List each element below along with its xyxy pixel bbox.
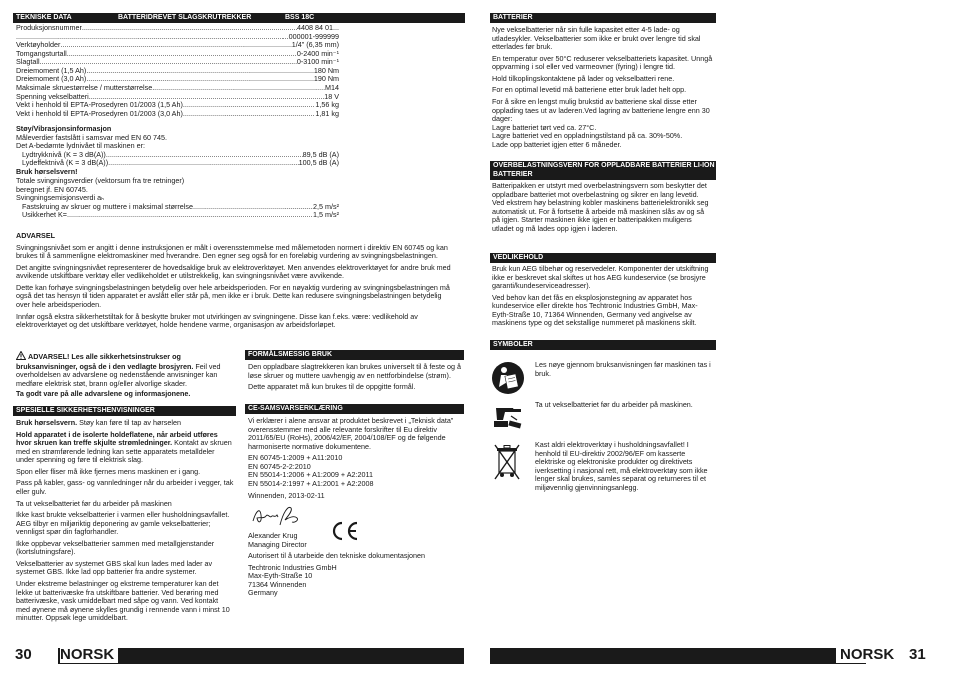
noise-intro-1: Måleverdier fastslått i samsvar med EN 60 745. (16, 132, 167, 142)
batterier-header: BATTERIER (490, 13, 716, 23)
tech-data-row-label: Maksimale skruestørrelse / mutterstørrelse (16, 83, 153, 92)
tech-data-row-value: 1/4" (6,35 mm) (291, 41, 339, 50)
tech-data-row-value: 1,56 kg (315, 101, 339, 110)
noise-row-value: 89,5 dB (A) (302, 150, 339, 159)
ce-company-line: Germany (248, 588, 278, 598)
noise-section (16, 125, 339, 176)
ce-title: Managing Director (248, 539, 307, 549)
batterier-paragraph: For å sikre en lengst mulig brukstid av batteriene skal disse etter opplading taes ut av laderen.Ved lagring av batteriene lengre enn 30 dager: Lagre batteriet tørt ved ca. 27°C. Lagre batteriet ved en oppladningstilstand på ca. 30%-50%. Lade opp batteriet igjen etter 6 måneder. (492, 96, 710, 149)
ce-paragraph: Vi erklærer i alene ansvar at produktet beskrevet i „Teknisk data" overensstemmer med alle relevante forskrifter til Eu direktiv 2011/65/EU (RoHs), 2006/42/EF, 2004/108/EF og de følgende harmoniserte normative dokumentene. (248, 416, 454, 451)
ce-norm: EN 55014-2:1997 + A1:2001 + A2:2008 (248, 478, 374, 488)
tech-data-row-label: Vekt i henhold til EPTA-Prosedyren 01/2003 (3,0 Ah) (16, 109, 183, 118)
advarsel-paragraph: Svingningsnivået som er angitt i denne instruksjonen er målt i overensstemmelse med målemetoden normert i direktiv EN 60745 og kan brukes til å sammenligne elektromaskiner med hverandre. Den egner seg også for en foreløbig vurdering av svingningsbelastningen. (16, 242, 448, 261)
dot-leader (152, 84, 325, 93)
vedlikehold-section (492, 265, 714, 331)
read-manual-icon (491, 361, 525, 398)
vedlikehold-paragraph: Ved behov kan det fås en eksplosjonstegning av apparatet hos kundeservice eller direkte hos Techtronic Industries GmbH, Max-Eyth-Straße 10, 71364 Winnenden, Germany ved angivelse av maskinens type og det sekstallige nummeret på maskinens skilt. (492, 292, 698, 328)
spesielle-text: Kontakt av skruen med en strømførende ledning kan sette apparatets metalldeler under spenning og føre til elektrisk slag. (16, 438, 232, 465)
tech-data-row-value: 0-2400 min⁻¹ (296, 49, 339, 58)
spesielle-section (16, 419, 234, 626)
noise-row-label: Lydeffektnivå (K = 3 dB(A)) (22, 159, 109, 168)
tech-data-row-value: 4408 84 01... (297, 24, 339, 32)
tech-data-header (13, 13, 465, 23)
dot-leader (89, 93, 324, 102)
dot-leader (40, 58, 297, 67)
vibration-row-value: 2,5 m/s² (313, 202, 339, 211)
tech-data-row-label: Vekt i henhold til EPTA-Prosedyren 01/2003 (1,5 Ah) (16, 101, 183, 110)
vibration-intro-3: Svingningsemisjonsverdi aₕ (16, 193, 105, 203)
batterier-paragraph: Hold tilkoplingskontaktene på lader og vekselbatteri rene. (492, 73, 675, 83)
symbol-row (491, 358, 711, 398)
formal-paragraph: Den oppladbare slagtrekkeren kan brukes universelt til å feste og å løse skruer og muttere uavhengig av en nettforbindelse (strøm). (248, 362, 461, 380)
dot-leader (82, 24, 297, 33)
tech-data-row (16, 101, 339, 110)
page-number: 30 (15, 646, 32, 663)
tech-data-row-label: Verktøyholder (16, 41, 61, 50)
ce-company-line: Techtronic Industries GmbH (248, 562, 337, 572)
footer-language: NORSK (836, 645, 898, 665)
dot-leader (106, 151, 303, 160)
batterier-paragraph: En temperatur over 50°C reduserer vekselbatteriets kapasitet. Unngå oppvarming i sol eller ved varmeovner (fyring) i lengre tid. (492, 53, 713, 72)
spesielle-paragraph: Ikke kast brukte vekselbatterier i varmen eller husholdningsavfallet. AEG tilbyr en miljøriktig deponering av gamle vekselbatterier; vennligst spør din fagforhandler. (16, 510, 230, 537)
remove-battery-icon (491, 400, 527, 433)
symboler-header: SYMBOLER (490, 340, 716, 350)
advarsel-section (16, 232, 454, 333)
tech-data-row-label: Spenning vekselbatteri (16, 92, 89, 101)
vedlikehold-header: VEDLIKEHOLD (490, 253, 716, 263)
tech-data-row (16, 24, 339, 33)
batterier-paragraph: Nye vekselbatterier når sin fulle kapasitet etter 4-5 lade- og utladesykler. Vekselbatterier som ikke er brukt over lengre tid skal etterlades før bruk. (492, 25, 701, 52)
warning-text: Feil ved overholdelsen av advarslene og nedenstående anvisninger kan medføre elektrisk støt, brann og/eller alvorlige skader. (16, 361, 221, 388)
symbol-text: Les nøye gjennom bruksanvisningen før maskinen tas i bruk. (535, 360, 711, 378)
dot-leader (60, 41, 291, 50)
tech-data-row-label: Tomgangsturtall (16, 49, 67, 58)
dot-leader (193, 203, 313, 212)
symbol-row (491, 398, 711, 434)
spesielle-paragraph: Under ekstreme belastninger og ekstreme temperaturer kan det lekke ut batterivæske fra utskiftbare batterier. Ved berøring med batterivæske, vask umiddelbart med såpe og vann. Ved kontakt med øynene må øynene skylles grundig i rennende vann i minst 10 minutter. Oppsøk lege umiddelbart. (16, 579, 230, 623)
weee-bin-icon (491, 442, 523, 485)
tech-data-model: BSS 18C (285, 14, 315, 21)
vibration-intro-2: beregnet jf. EN 60745. (16, 184, 88, 194)
warning-keep-text: Ta godt vare på alle advarslene og informasjonene. (16, 389, 191, 399)
tech-data-row-value: 180 Nm (313, 66, 339, 75)
dot-leader (183, 101, 316, 110)
ce-norm: EN 55014-1:2006 + A1:2009 + A2:2011 (248, 470, 373, 480)
tech-data-row-value: 18 V (324, 92, 339, 101)
tech-data-row (16, 110, 339, 119)
vibration-row-value: 1,5 m/s² (313, 211, 339, 220)
spesielle-paragraph: Spon eller fliser må ikke fjernes mens maskinen er i gang. (16, 466, 201, 476)
ce-authorisation: Autorisert til å utarbeide den tekniske dokumentasjonen (248, 551, 425, 561)
dot-leader (16, 33, 283, 42)
noise-row-label: Lydtrykknivå (K = 3 dB(A)) (22, 150, 106, 159)
tech-data-row (16, 41, 339, 50)
dot-leader (67, 50, 297, 59)
ce-place-date: Winnenden, 2013-02-11 (248, 491, 325, 500)
tech-data-row-label: Dreiemoment (1,5 Ah) (16, 66, 87, 75)
advarsel-paragraph: Det angitte svingningsnivået representerer de hovedsaklige bruk av elektroverktøyet. Men anvendes elektroverktøyet for andre bruk med avvikende utskiftbare verktøy eller vedlikeholdet er utilstrekkelig, kan svingningsnivået være avvikende. (16, 262, 451, 281)
batterier-paragraph: For en optimal levetid må batteriene etter bruk ladet helt opp. (492, 85, 687, 95)
dot-leader (183, 110, 316, 119)
hearing-protection-note: Bruk hørselsvern! (16, 166, 78, 176)
ce-norm: EN 60745-2-2:2010 (248, 461, 311, 471)
tech-data-row-value: 190 Nm (313, 75, 339, 84)
ce-company-line: 71364 Winnenden (248, 579, 307, 589)
tech-data-row-value: 1,81 kg (315, 109, 339, 118)
tech-data-subtitle: BATTERIDREVET SLAGSKRUTREKKER (118, 14, 252, 21)
symbol-text: Kast aldri elektroverktøy i husholdningsavfallet! I henhold til EU-direktiv 2002/96/EF om kasserte elektriske og elektroniske produkter og direktivets iverksetting i nasjonal rett, må elektroverktøy som ikke lenger skal brukes, samles separat og returneres til et miljøvennlig gjenvinningsanlegg. (535, 440, 708, 492)
spesielle-paragraph: Ikke oppbevar vekselbatterier sammen med metallgjenstander (kortslutningsfare). (16, 538, 215, 557)
spesielle-bold: Hold apparatet i de isolerte holdeflatene, når arbeid utføres hvor skruen kan treffe skjulte strømledninger. (16, 429, 218, 448)
noise-intro-2: Det A-bedømte lydnivået til maskinen er: (16, 141, 146, 151)
advarsel-title: ADVARSEL (16, 231, 56, 240)
footer-language: NORSK (60, 645, 118, 665)
noise-row-value: 100,5 dB (A) (298, 159, 339, 168)
dot-leader (108, 159, 299, 168)
noise-values (16, 151, 339, 168)
symbol-text: Ta ut vekselbatteriet før du arbeider på maskinen. (535, 400, 693, 409)
vibration-intro-1: Totale svingningsverdier (vektorsum fra tre retninger) (16, 176, 185, 185)
overbelastning-header: OVERBELASTNINGSVERN FOR OPPLADBARE BATTERIER LI-ION BATTERIER (490, 161, 716, 180)
page-number: 31 (909, 646, 926, 663)
footer-bar (58, 648, 464, 664)
ce-norm: EN 60745-1:2009 + A11:2010 (248, 453, 343, 463)
dot-leader (86, 75, 314, 84)
noise-row (22, 151, 339, 160)
warning-bold-text: ADVARSEL! Les alle sikkerhetsinstrukser og bruksanvisninger, også de i den vedlagte brosjyren. (16, 352, 194, 371)
tech-data-title: TEKNISKE DATA (16, 14, 72, 21)
vibration-row-label: Fastskruing av skruer og muttere i maksimal størrelse (22, 202, 193, 211)
dot-leader (67, 211, 313, 220)
vibration-row-label: Usikkerhet K= (22, 211, 67, 220)
formal-paragraph: Dette apparatet må kun brukes til de oppgitte formål. (248, 382, 416, 392)
dot-leader (86, 67, 314, 76)
overbelastning-paragraph: Batteripakken er utstyrt med overbelastningsvern som beskytter det oppladbare batteriet mot overbelastning og sikrer en lang levetid. Ved ekstrem høy belastning kobler maskinens batterielektronikk seg automatisk ut. For å fortsette å arbeide må maskinen slås av og så på igjen. Starter maskinen ikke igjen er batteripakken muligens utladet og må lades opp igjen i laderen. (492, 181, 709, 233)
tech-data-row (16, 84, 339, 93)
ce-company-line: Max-Eyth-Straße 10 (248, 571, 313, 581)
ce-header: CE-SAMSVARSERKLÆRING (245, 404, 464, 414)
vibration-section (16, 177, 339, 220)
ce-section (248, 417, 462, 489)
formal-header: FORMÅLSMESSIG BRUK (245, 350, 464, 360)
ce-signatory (248, 532, 462, 598)
ce-name: Alexander Krug (248, 531, 298, 540)
vibration-row (22, 211, 339, 220)
footer-bar (490, 648, 866, 664)
tech-data-row (16, 75, 339, 84)
tech-data-row (16, 50, 339, 59)
tech-data-row-label: Dreiemoment (3,0 Ah) (16, 75, 87, 84)
spesielle-paragraph: Vekselbatterier av systemet GBS skal kun lades med lader av systemet GBS. Ikke lad opp batterier fra andre systemer. (16, 558, 213, 577)
spesielle-paragraph: Ta ut vekselbatteriet før du arbeider på maskinen (16, 498, 172, 508)
spesielle-header: SPESIELLE SIKKERHETSHENVISNINGER (13, 406, 236, 416)
tech-data-row-value: ...000001-999999 (282, 32, 339, 41)
tech-data-row (16, 33, 339, 42)
formal-section (248, 363, 462, 395)
signature-image (250, 503, 302, 532)
tech-data-row-label: Slagtall (16, 58, 40, 67)
tech-data-list (16, 24, 339, 118)
vibration-values (16, 203, 339, 220)
tech-data-row-label: Produksjonsnummer (16, 24, 82, 32)
symbol-row (491, 438, 711, 538)
tech-data-row-value: M14 (325, 83, 339, 92)
spesielle-text: Støy kan føre til tap av hørselen (77, 418, 181, 427)
advarsel-paragraph: Innfør også ekstra sikkerhetstiltak for å beskytte bruker mot utvirkingen av svingningene. Disse kan f.eks. være: vedlikehold av elektroverktøyet og det utskiftbare verktøyet, holde hendene varme, organisasjon av arbeidsforløpet. (16, 311, 418, 330)
spesielle-paragraph: Pass på kabler, gass- og vannledninger når du arbeider i vegger, tak eller gulv. (16, 478, 234, 496)
tech-data-row (16, 93, 339, 102)
batterier-section (492, 26, 714, 152)
noise-title: Støy/Vibrasjonsinformasjon (16, 124, 112, 133)
tech-data-row (16, 67, 339, 76)
general-warning (16, 351, 231, 402)
tech-data-row-value: 0-3100 min⁻¹ (296, 58, 339, 67)
advarsel-paragraph: Dette kan forhøye svingningsbelastningen betydelig over hele arbeidsperioden. For en nøyaktig vurdering av svingningsbelastningen må også det tas hensyn til tiden apparatet er avslått eller står på, men ikke er i bruk. Dette kan redusere svingningsbelastningen betydelig over hele arbeidsperioden. (16, 282, 450, 309)
vedlikehold-paragraph: Bruk kun AEG tilbehør og reservedeler. Komponenter der utskiftning ikke er beskrevet skal skiftes ut hos AEG kundeservice (se brosjyre garanti/kundeserviceadresser). (492, 264, 709, 291)
vibration-row (22, 203, 339, 212)
tech-data-row (16, 58, 339, 67)
spesielle-bold: Bruk hørselsvern. (16, 418, 78, 427)
